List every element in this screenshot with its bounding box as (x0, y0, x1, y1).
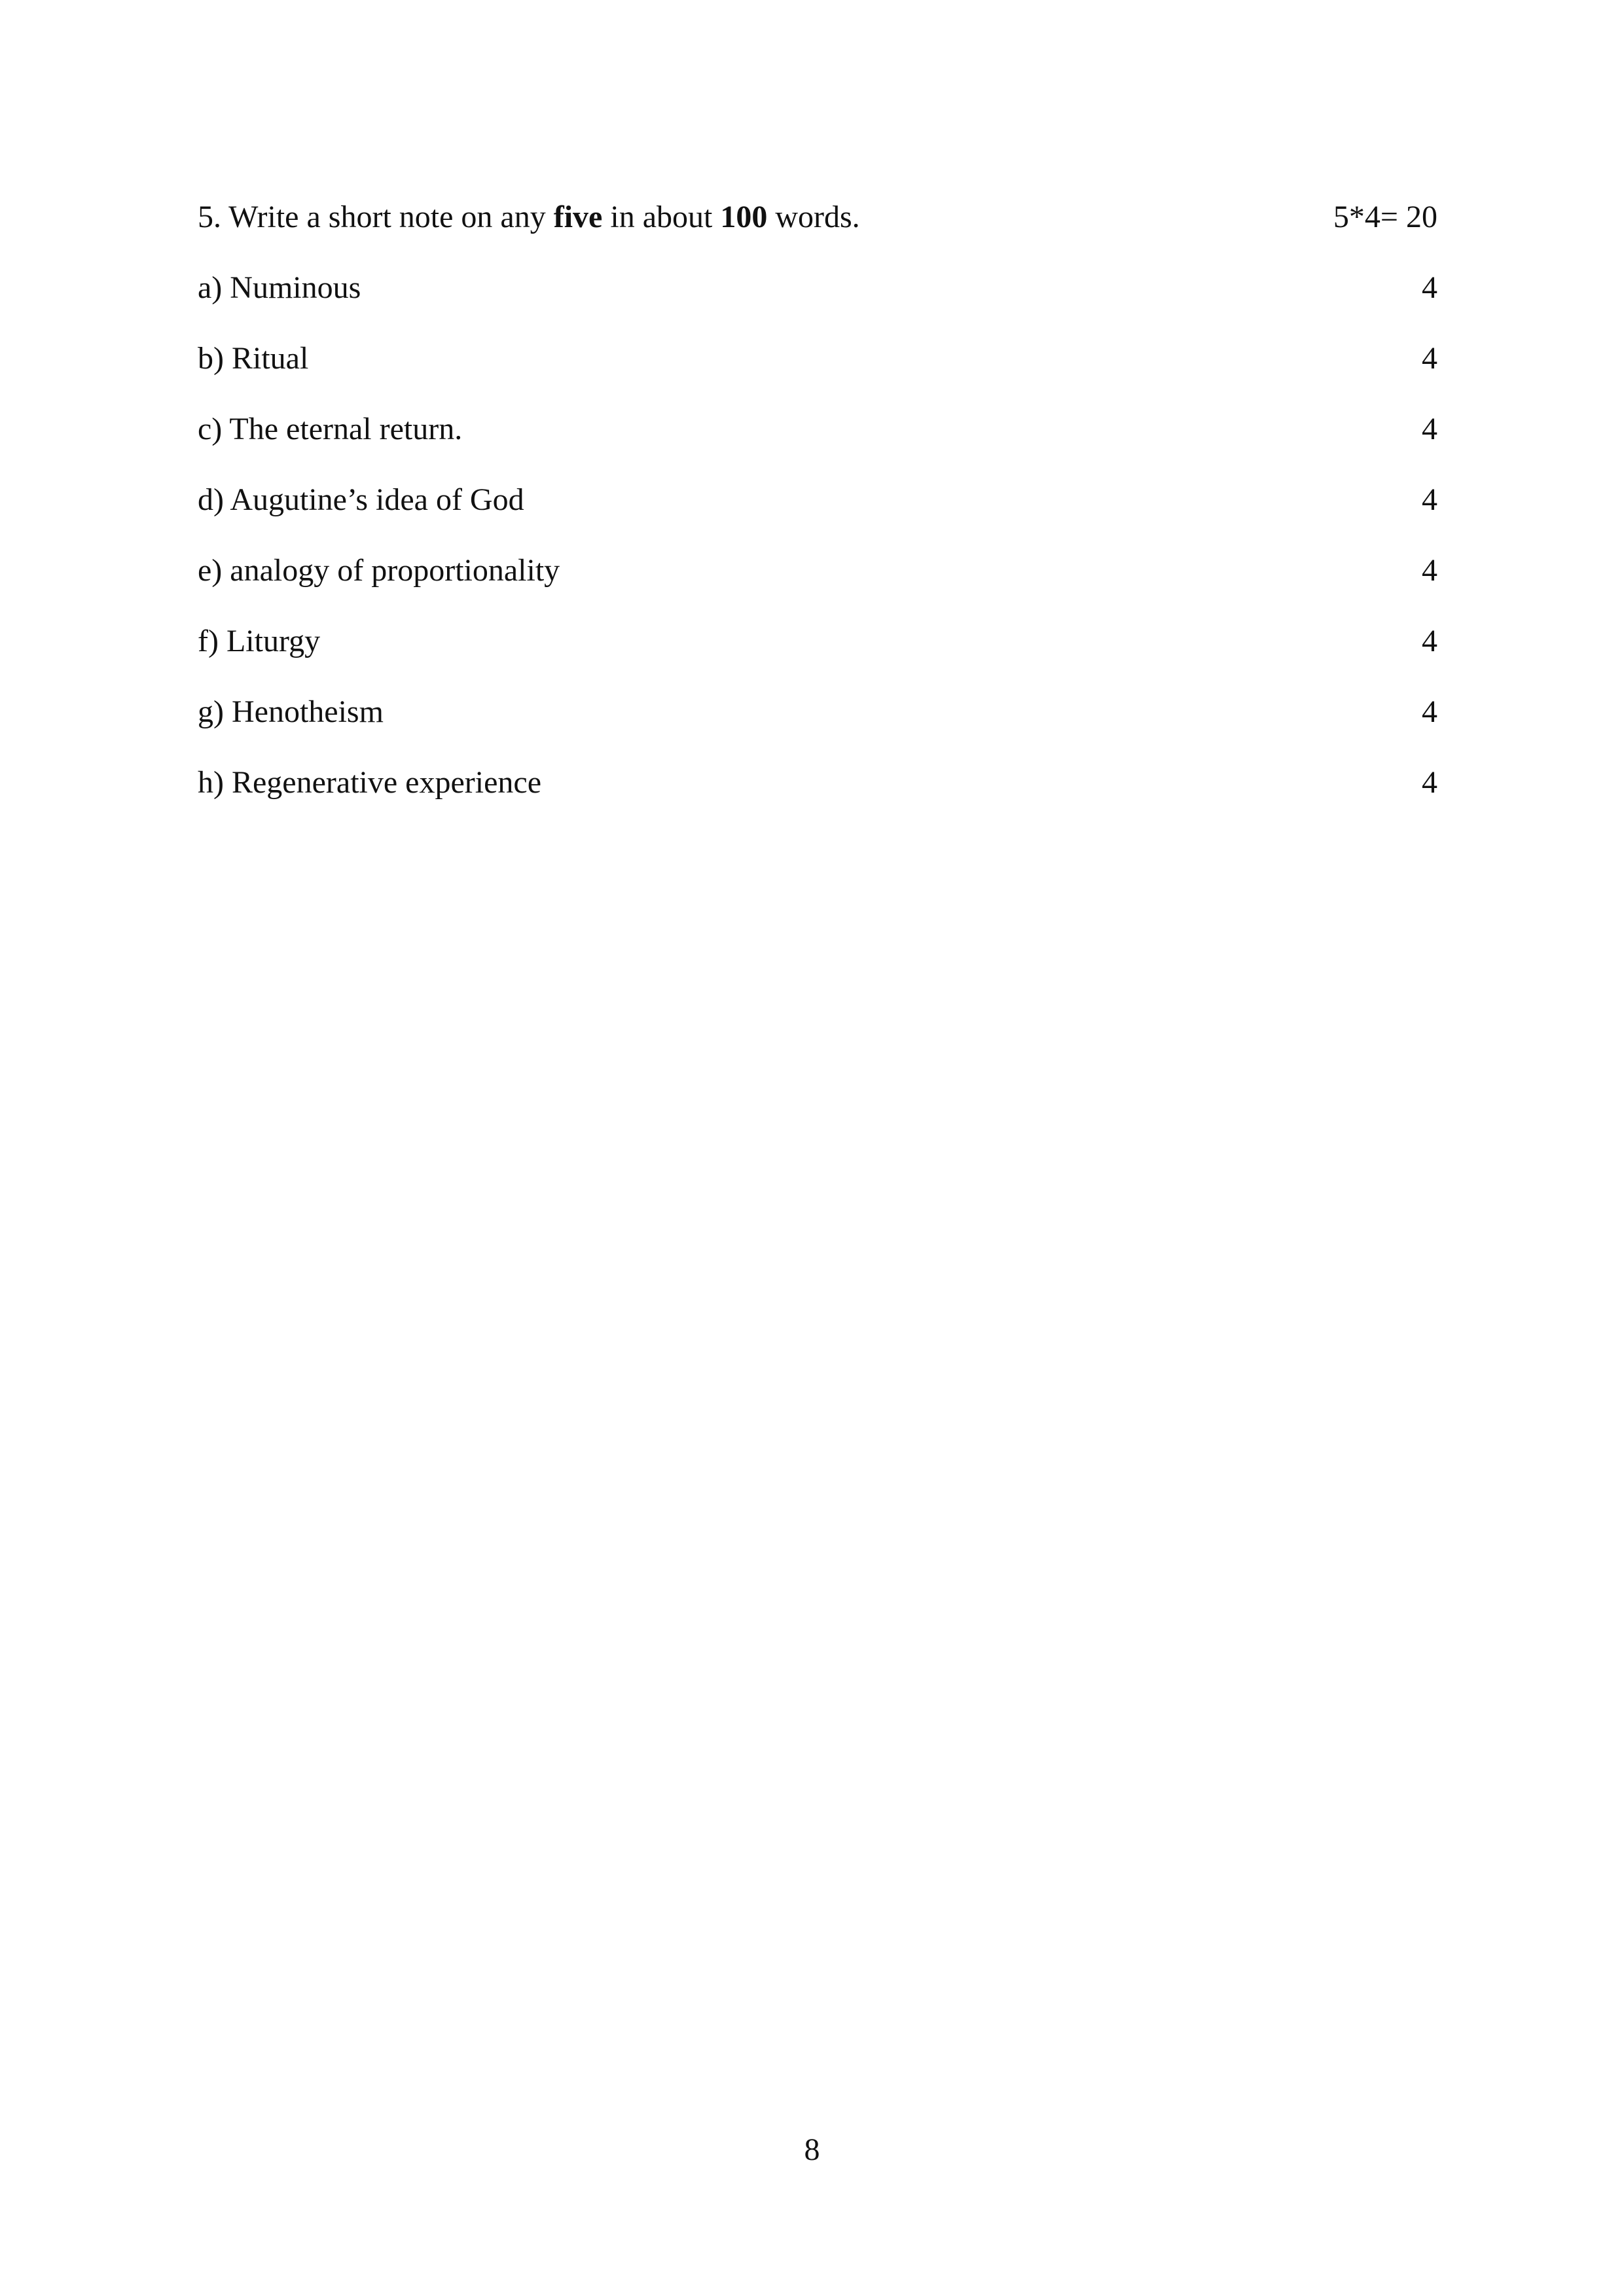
item-label: d) Augutine’s idea of God (198, 482, 524, 517)
item-marks: 4 (1422, 624, 1437, 658)
item-label: b) Ritual (198, 341, 309, 376)
list-item (198, 265, 1437, 311)
question-total-marks: 5*4= 20 (1333, 200, 1437, 234)
item-marks: 4 (1422, 341, 1437, 376)
list-item (198, 689, 1437, 735)
item-label: e) analogy of proportionality (198, 553, 560, 588)
item-label: f) Liturgy (198, 624, 321, 658)
question-header (198, 194, 1437, 240)
item-marks: 4 (1422, 765, 1437, 800)
item-label: h) Regenerative experience (198, 765, 542, 800)
list-item (198, 619, 1437, 664)
page-number: 8 (804, 2132, 820, 2167)
item-label: a) Numinous (198, 270, 361, 305)
emphasis-five: five (553, 200, 603, 234)
item-label: g) Henotheism (198, 694, 384, 729)
item-marks: 4 (1422, 412, 1437, 446)
question-instruction: 5. Write a short note on any five in about 100 words. (198, 200, 860, 234)
emphasis-word-count: 100 (720, 200, 768, 234)
item-label: c) The eternal return. (198, 412, 463, 446)
list-item (198, 760, 1437, 806)
list-item (198, 477, 1437, 523)
list-item (198, 336, 1437, 382)
list-item (198, 548, 1437, 594)
list-item (198, 406, 1437, 452)
item-marks: 4 (1422, 482, 1437, 517)
item-marks: 4 (1422, 694, 1437, 729)
item-marks: 4 (1422, 270, 1437, 305)
item-marks: 4 (1422, 553, 1437, 588)
